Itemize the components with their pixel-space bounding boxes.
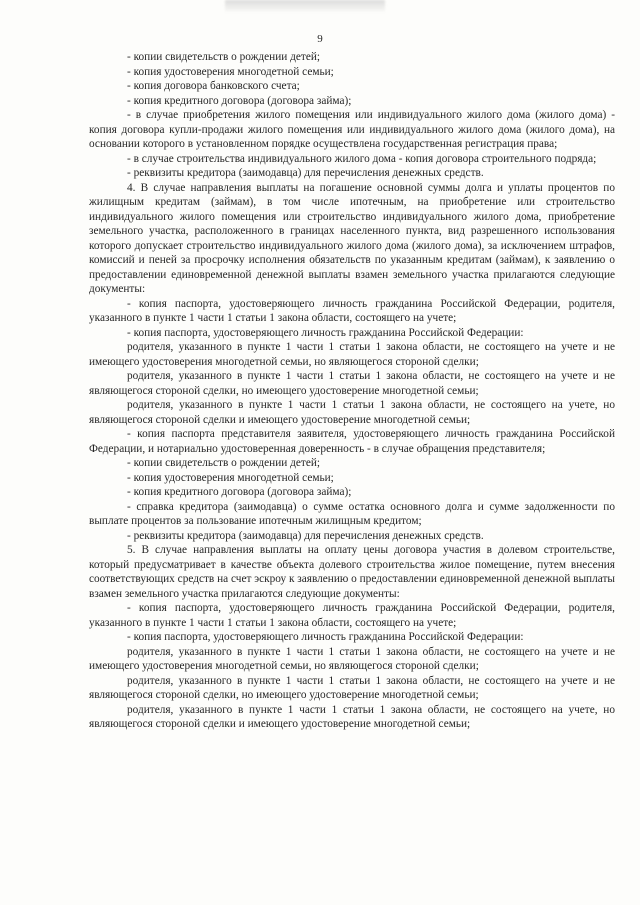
paragraph: родителя, указанного в пункте 1 части 1 статьи 1 закона области, не состоящего на учете и не имеющего удостоверения многодетной семьи, но являющегося стороной сделки; <box>89 645 615 672</box>
paragraph: - копия паспорта представителя заявителя, удостоверяющего личность гражданина Российской Федерации, и нотариально удостоверенная доверенность - в случае обращения представителя; <box>89 428 615 455</box>
paragraph: - в случае строительства индивидуального жилого дома - копия договора строительного подряда; <box>127 152 597 165</box>
paragraph: - копия паспорта, удостоверяющего личность гражданина Российской Федерации, родителя, указанного в пункте 1 части 1 статьи 1 закона области, состоящего на учете; <box>89 297 615 324</box>
paragraph: родителя, указанного в пункте 1 части 1 статьи 1 закона области, не состоящего на учете, но являющегося стороной сделки и имеющего удостоверение многодетной семьи; <box>89 399 615 426</box>
paragraph: родителя, указанного в пункте 1 части 1 статьи 1 закона области, не состоящего на учете и не имеющего удостоверения многодетной семьи, но являющегося стороной сделки; <box>89 341 615 368</box>
paragraph: - копия паспорта, удостоверяющего личность гражданина Российской Федерации: <box>127 326 524 339</box>
paragraph: 5. В случае направления выплаты на оплату цены договора участия в долевом строительстве, который предусматривает в качестве объекта долевого строительства жилое помещение, путем внесения соответствующих средств на счет эскроу к заявлению о предоставлении единовременной денежной выплаты взамен земельного участка прилагаются следующие документы: <box>89 544 615 600</box>
paragraph: - реквизиты кредитора (заимодавца) для перечисления денежных средств. <box>127 167 484 179</box>
paragraph: - копия удостоверения многодетной семьи; <box>127 471 334 484</box>
paragraph: родителя, указанного в пункте 1 части 1 статьи 1 закона области, не состоящего на учете, но являющегося стороной сделки и имеющего удостоверение многодетной семьи; <box>89 703 615 730</box>
paragraph: родителя, указанного в пункте 1 части 1 статьи 1 закона области, не состоящего на учете и не являющегося стороной сделки, но имеющего удостоверение многодетной семьи; <box>89 370 615 397</box>
paragraph: - копии свидетельств о рождении детей; <box>127 51 321 63</box>
paragraph: родителя, указанного в пункте 1 части 1 статьи 1 закона области, не состоящего на учете и не являющегося стороной сделки, но имеющего удостоверение многодетной семьи; <box>89 674 615 701</box>
page-number: 9 <box>317 33 323 45</box>
paragraph: - копия паспорта, удостоверяющего личность гражданина Российской Федерации, родителя, указанного в пункте 1 части 1 статьи 1 закона области, состоящего на учете; <box>89 602 615 629</box>
document-body <box>89 50 615 732</box>
paragraph: 4. В случае направления выплаты на погашение основной суммы долга и уплаты процентов по жилищным кредитам (займам), в том числе ипотечным, на приобретение или строительство индивидуального жилого помещения или строительство индивидуального жилого дома, приобретение земельного участка, расположенного в границах населенного пункта, вид разрешенного использования которого допускает строительство индивидуального жилого дома (жилого дома), за исключением штрафов, комиссий и пеней за просрочку исполнения обязательств по указанным кредитам (займам), к заявлению о предоставлении единовременной денежной выплаты взамен земельного участка прилагаются следующие документы: <box>89 181 615 295</box>
paragraph: - копия договора банковского счета; <box>127 80 300 92</box>
paragraph: - копии свидетельств о рождении детей; <box>127 457 321 469</box>
paragraph: - копия паспорта, удостоверяющего личность гражданина Российской Федерации: <box>127 631 524 643</box>
paragraph: - в случае приобретения жилого помещения или индивидуального жилого дома (жилого дома) - копия договора купли-продажи жилого помещения или индивидуального жилого дома (жилого дома), на основании которого в установленном порядке осуществлена государственная регистрация права; <box>89 109 615 150</box>
paragraph: - реквизиты кредитора (заимодавца) для перечисления денежных средств. <box>127 529 484 542</box>
paragraph: - копия кредитного договора (договора займа); <box>127 486 352 498</box>
paragraph: - копия кредитного договора (договора займа); <box>127 94 352 107</box>
paragraph: - справка кредитора (заимодавца) о сумме остатка основного долга и сумме задолженности по выплате процентов за пользование ипотечным жилищным кредитом; <box>89 500 615 527</box>
scan-artifact <box>225 0 385 12</box>
paragraph: - копия удостоверения многодетной семьи; <box>127 65 334 78</box>
